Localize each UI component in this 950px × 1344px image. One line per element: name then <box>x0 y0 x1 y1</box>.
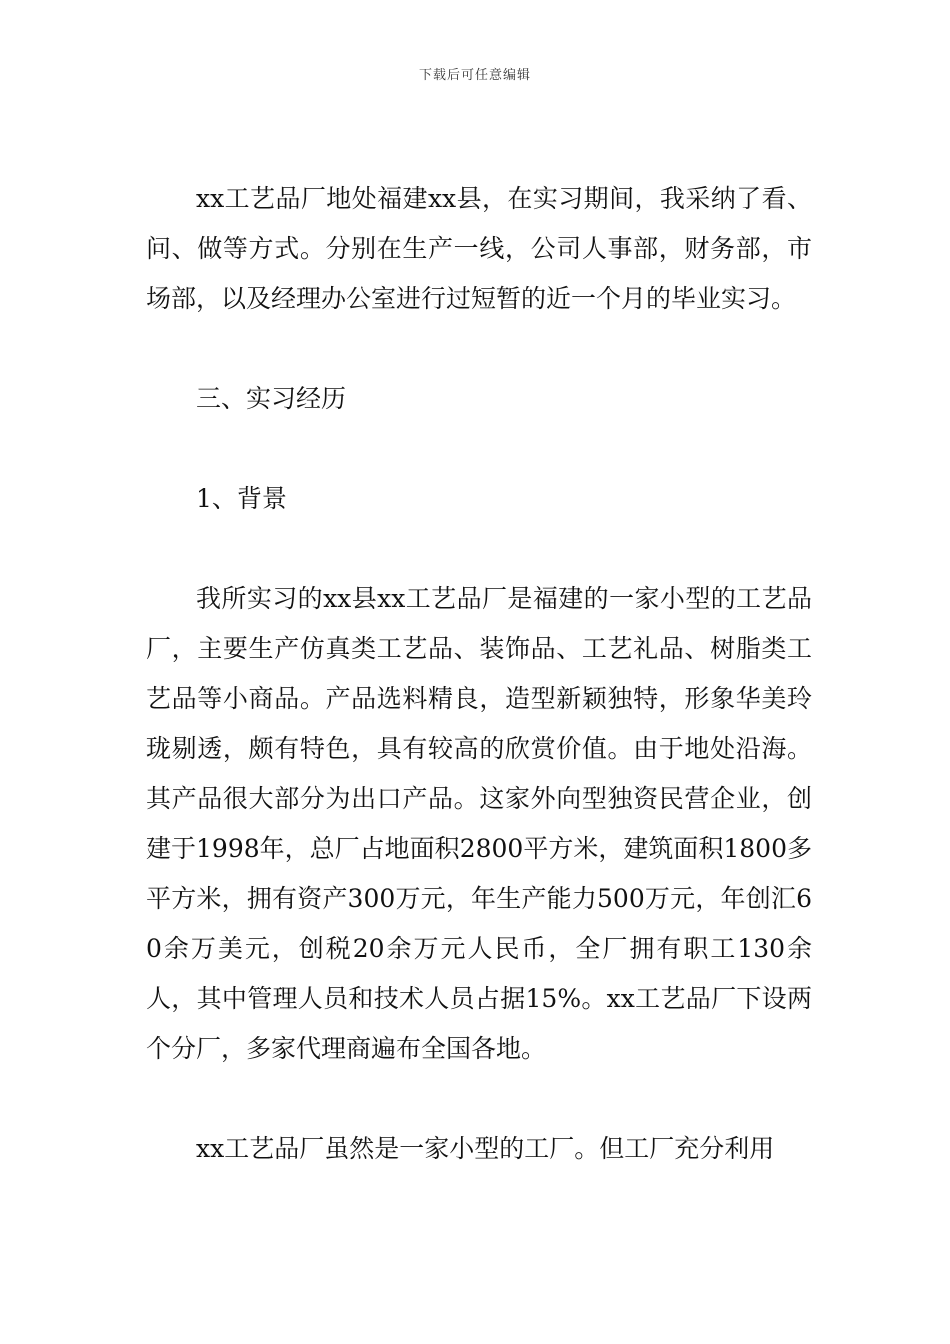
paragraph-intro: xx工艺品厂地处福建xx县，在实习期间，我采纳了看、问、做等方式。分别在生产一线，公司人事部，财务部，市场部，以及经理办公室进行过短暂的近一个月的毕业实习。 <box>146 184 812 313</box>
header-note: 下载后可任意编辑 <box>418 68 531 83</box>
paragraph-continued: xx工艺品厂虽然是一家小型的工厂。但工厂充分利用 <box>196 1134 775 1163</box>
spacer <box>146 524 812 574</box>
paragraph-background: 我所实习的xx县xx工艺品厂是福建的一家小型的工艺品厂，主要生产仿真类工艺品、装饰品、工艺礼品、树脂类工艺品等小商品。产品选料精良，造型新颖独特，形象华美玲珑剔透，颇有特色，具有较高的欣赏价值。由于地处沿海。其产品很大部分为出口产品。这家外向型独资民营企业，创建于1998年，总厂占地面积2800平方米，建筑面积1800多平方米，拥有资产300万元，年生产能力500万元，年创汇60余万美元，创税20余万元人民币，全厂拥有职工130余人，其中管理人员和技术人员占据15%。xx工艺品厂下设两个分厂，多家代理商遍布全国各地。 <box>146 584 812 1063</box>
spacer <box>146 1074 812 1124</box>
spacer <box>146 324 812 374</box>
document-body <box>146 174 812 1174</box>
section-heading: 三、实习经历 <box>196 384 347 413</box>
sub-heading: 1、背景 <box>196 484 287 513</box>
spacer <box>146 424 812 474</box>
